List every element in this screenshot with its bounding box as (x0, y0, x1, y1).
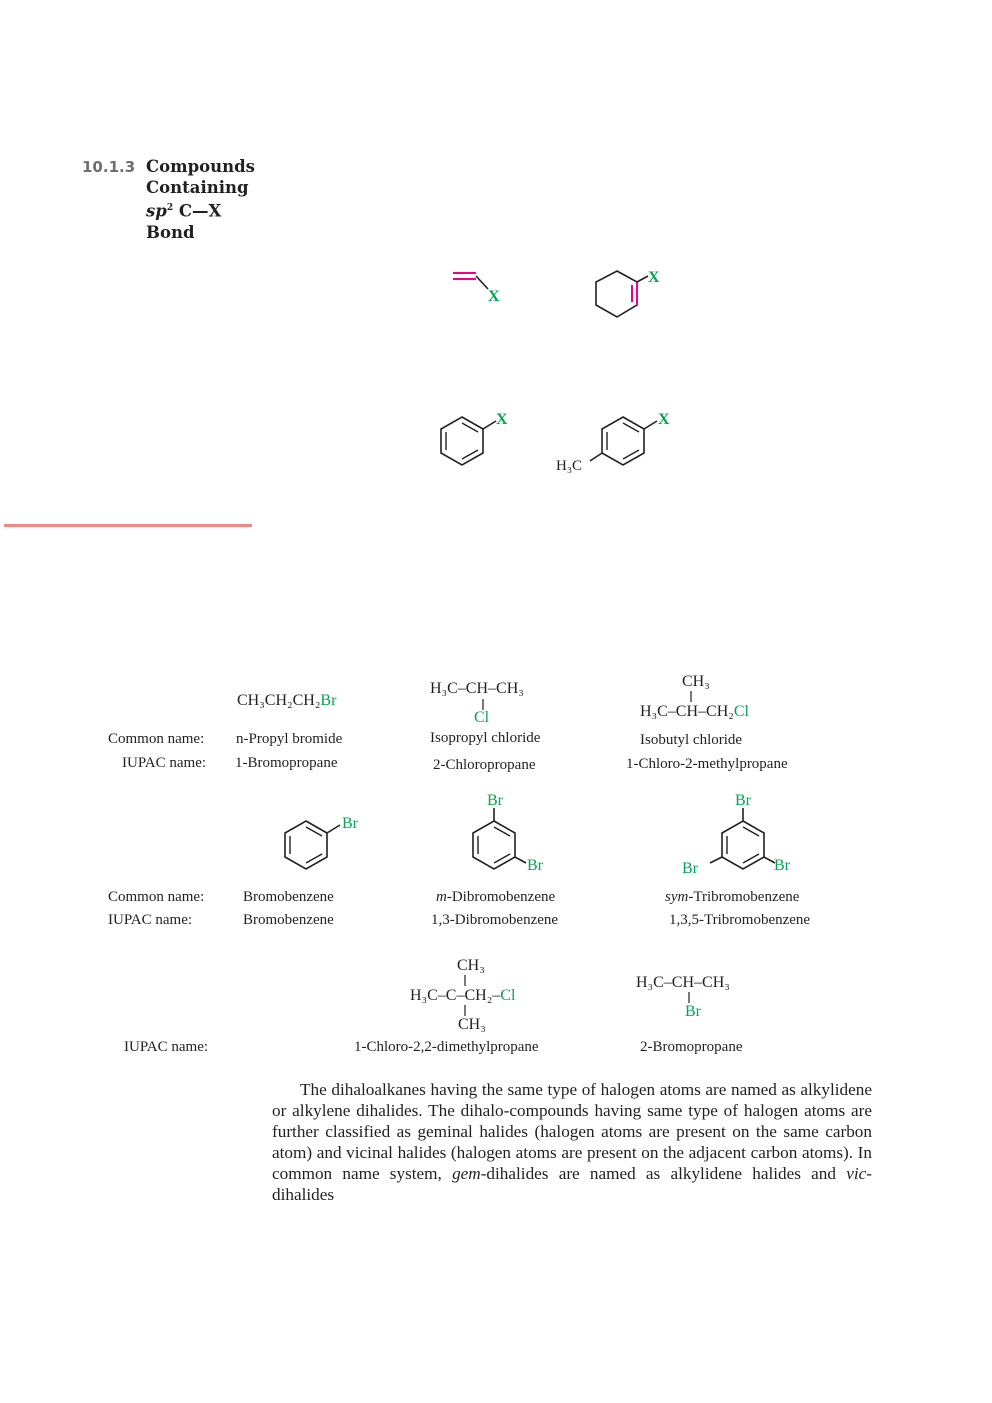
tribromobenzene-iupac-name: 1,3,5-Tribromobenzene (669, 912, 811, 928)
isobutyl-common-name: Isobutyl chloride (640, 732, 743, 748)
tribromobenzene-br-top: Br (735, 792, 751, 809)
tribromobenzene-structure (680, 788, 800, 883)
isobutyl-formula-chain: H₃C–CH–CH₂ (640, 703, 734, 720)
tribromobenzene-br-right: Br (774, 857, 790, 874)
dibromobenzene-br-meta: Br (527, 857, 543, 874)
section-title-line1: Compounds (146, 157, 255, 176)
dibromobenzene-prefix: m (436, 889, 447, 905)
section-rule (4, 524, 252, 527)
isobutyl-formula (640, 703, 749, 721)
paragraph-part2: -dihalides are named as alkylidene halides and (480, 1164, 847, 1183)
propyl-iupac-name: 1-Bromopropane (235, 755, 338, 771)
paragraph-part3: -dihalides (272, 1164, 872, 1204)
isopropyl-iupac-name: 2-Chloropropane (433, 757, 536, 773)
iupac-name-label-1: IUPAC name: (122, 755, 207, 771)
neopentyl-formula (410, 987, 515, 1005)
dibromobenzene-br-top: Br (487, 792, 503, 809)
isobutyl-bond (686, 690, 696, 704)
bromopropane-iupac-name: 2-Bromopropane (640, 1039, 743, 1055)
cyclohexenyl-halide-structure (585, 262, 675, 327)
neopentyl-iupac-name: 1-Chloro-2,2-dimethylpropane (354, 1039, 539, 1055)
paragraph-part1: The dihaloalkanes having the same type of halogen atoms are named as alkylidene or alkylene dihalides. The dihalo-compounds having same type of halogen atoms are further classified as geminal halides (halogen atoms are present on the same carbon atom) and vicinal halides (halogen atoms are present on the adjacent carbon atoms). In common name system, (272, 1080, 872, 1183)
tribromobenzene-common-rest: -Tribromobenzene (688, 889, 800, 905)
bromobenzene-iupac-name: Bromobenzene (243, 912, 334, 928)
propyl-halogen: Br (320, 692, 337, 709)
body-paragraph (272, 1079, 872, 1205)
neopentyl-halogen: Cl (500, 987, 516, 1004)
iupac-name-label-3: IUPAC name: (124, 1039, 209, 1055)
aryl-halide-structure (430, 405, 520, 470)
dibromobenzene-iupac-name: 1,3-Dibromobenzene (431, 912, 559, 928)
propyl-formula (237, 692, 336, 710)
isobutyl-halogen: Cl (733, 703, 749, 720)
isobutyl-top-group: CH₃ (682, 673, 710, 690)
tribromobenzene-common-name (665, 889, 799, 906)
paragraph-gem: gem (452, 1164, 481, 1183)
bromopropane-halogen: Br (685, 1003, 701, 1020)
neopentyl-bond-top (460, 974, 470, 988)
cyclohexenyl-x-label: X (648, 269, 660, 286)
bromobenzene-structure (278, 810, 368, 875)
neopentyl-top-group: CH₃ (457, 957, 485, 974)
isopropyl-common-name: Isopropyl chloride (430, 730, 541, 746)
bond-text: C—X (178, 201, 222, 221)
tolyl-x-label: X (658, 411, 670, 428)
tribromobenzene-br-left: Br (682, 860, 698, 877)
bromobenzene-common-name: Bromobenzene (243, 889, 334, 905)
paragraph-vic: vic (846, 1164, 867, 1183)
sp-superscript: 2 (166, 203, 174, 213)
propyl-common-name: n-Propyl bromide (236, 731, 343, 747)
propyl-formula-chain: CH₃CH₂CH₂ (237, 692, 321, 709)
neopentyl-formula-chain: H₃C–C–CH₂– (410, 987, 501, 1004)
bromobenzene-br: Br (342, 815, 358, 832)
vinyl-halide-structure (440, 262, 510, 312)
vinyl-x-label: X (488, 288, 500, 305)
dibromobenzene-structure (460, 788, 560, 878)
section-title-line4: Bond (146, 222, 195, 242)
bromopropane-formula: H₃C–CH–CH₃ (636, 974, 730, 991)
aryl-x-label: X (496, 411, 508, 428)
tribromobenzene-prefix: sym (665, 889, 689, 905)
neopentyl-bottom-group: CH₃ (458, 1016, 486, 1033)
section-title-line2: Containing (146, 178, 249, 197)
isopropyl-formula: H₃C–CH–CH₃ (430, 680, 524, 697)
dibromobenzene-common-name (436, 889, 555, 906)
isopropyl-halogen: Cl (474, 709, 490, 726)
sp-hybrid-text: sp (146, 201, 167, 221)
iupac-name-label-2: IUPAC name: (108, 912, 193, 928)
section-title (146, 156, 255, 243)
dibromobenzene-common-rest: -Dibromobenzene (446, 889, 556, 905)
tolyl-halide-structure (555, 405, 685, 480)
common-name-label-2: Common name: (108, 889, 205, 905)
isobutyl-iupac-name: 1-Chloro-2-methylpropane (626, 756, 788, 772)
section-title-line3 (146, 198, 255, 222)
common-name-label-1: Common name: (108, 731, 205, 747)
h3c-label: H₃C (556, 458, 583, 474)
section-number: 10.1.3 (82, 158, 136, 176)
